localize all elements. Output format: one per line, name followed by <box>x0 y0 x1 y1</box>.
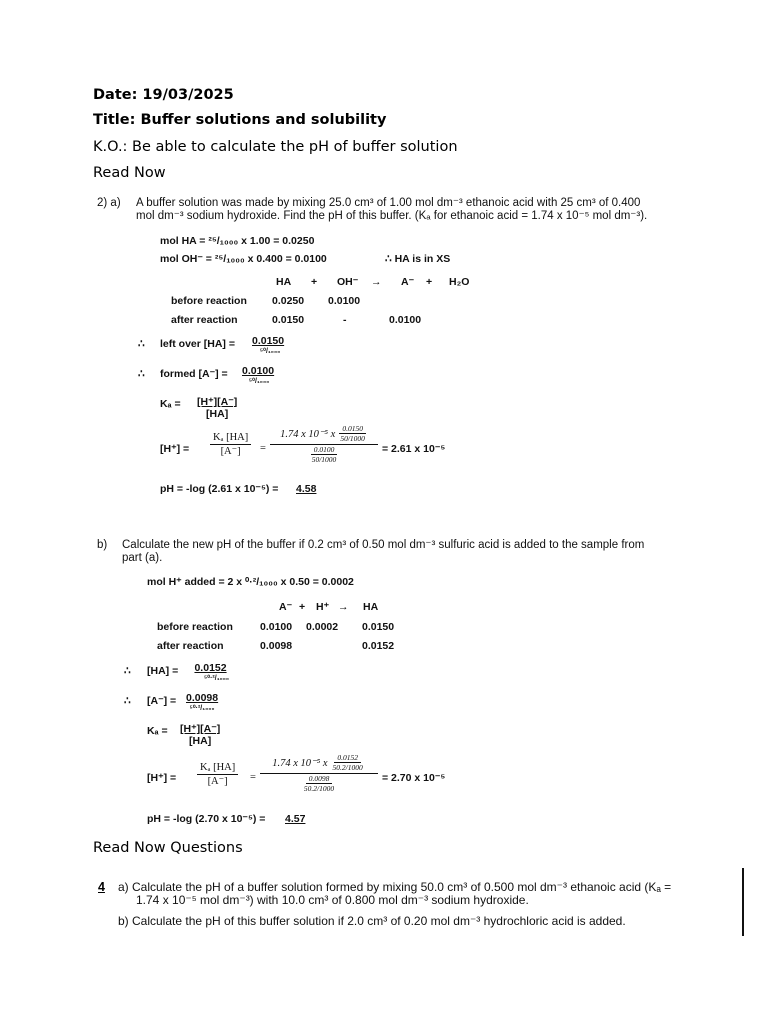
b-a-label: [A⁻] = <box>147 695 177 707</box>
part-b-question-line2: part (a). <box>122 552 163 564</box>
b-after-a-minus: 0.0098 <box>260 640 293 652</box>
b-h-big-fraction <box>260 753 378 793</box>
mol-ha-line: mol HA = ²⁵/₁₀₀₀ x 1.00 = 0.0250 <box>160 235 315 247</box>
b-before-a-minus: 0.0100 <box>260 621 293 633</box>
b-h-result: = 2.70 x 10⁻⁵ <box>382 772 446 784</box>
eq-a-plus1: + <box>311 276 318 288</box>
h-conc-label: [H⁺] = <box>160 443 190 455</box>
leftover-ha-numerator: 0.0150 <box>252 335 285 347</box>
mol-oh-line: mol OH⁻ = ²⁵/₁₀₀₀ x 0.400 = 0.0100 <box>160 253 327 265</box>
h-fraction-denominator: [A⁻] <box>220 446 241 457</box>
b-ph-calculation: pH = -log (2.70 x 10⁻⁵) = <box>147 813 266 825</box>
eq-a-arrow: → <box>371 276 382 288</box>
b-a-numerator: 0.0098 <box>186 692 219 704</box>
b-h-conc-label: [H⁺] = <box>147 772 177 784</box>
b-ha-denominator: ⁵⁰·²/₁₀₀₀ <box>204 675 230 682</box>
eq-a-oh: OH⁻ <box>337 276 359 288</box>
b-before-h-plus: 0.0002 <box>306 621 339 633</box>
part-a-question-line1: A buffer solution was made by mixing 25.0 cm³ of 1.00 mol dm⁻³ ethanoic acid with 25 cm³ of 0.400 <box>136 197 641 209</box>
b-big-den-small-denominator: 50.2/1000 <box>303 784 335 793</box>
part-a-question-line2: mol dm⁻³ sodium hydroxide. Find the pH of this buffer. (Kₐ for ethanoic acid = 1.74 x 10⁻⁵ mol dm⁻³). <box>136 210 648 222</box>
ph-result: 4.58 <box>296 483 317 495</box>
read-now-heading: Read Now <box>93 165 166 181</box>
read-now-questions-heading: Read Now Questions <box>93 840 243 856</box>
b-ha-fraction <box>192 662 229 682</box>
part-b-label: b) <box>97 539 108 551</box>
b-ka-label: Kₐ = <box>147 725 168 737</box>
question-4b-line: b) Calculate the pH of this buffer solution if 2.0 cm³ of 0.20 mol dm⁻³ hydrochloric acid is added. <box>118 914 626 928</box>
therefore-symbol: ∴ <box>138 368 145 380</box>
eq-a-plus2: + <box>426 276 433 288</box>
b-big-num-small-numerator: 0.0152 <box>334 753 361 763</box>
b-big-den-small-numerator: 0.0098 <box>306 774 333 784</box>
mol-h-added-line: mol H⁺ added = 2 x ⁰·²/₁₀₀₀ x 0.50 = 0.0002 <box>147 576 354 588</box>
equals-sign: = <box>260 443 266 454</box>
ka-fraction <box>197 396 237 420</box>
big-num-small-numerator: 0.0150 <box>339 424 366 434</box>
equals-sign: = <box>250 772 256 783</box>
leftover-ha-fraction <box>252 335 284 355</box>
therefore-symbol: ∴ <box>124 665 131 677</box>
after-ha: 0.0150 <box>272 314 305 326</box>
b-ka-fraction <box>180 723 220 747</box>
ka-denominator: [HA] <box>206 408 229 420</box>
formed-a-fraction <box>242 365 274 385</box>
part-b-question-line1: Calculate the new pH of the buffer if 0.2 cm³ of 0.50 mol dm⁻³ sulfuric acid is added to the sample from <box>122 539 645 551</box>
formed-a-label: formed [A⁻] = <box>160 368 228 380</box>
eq-a-water: H₂O <box>449 276 470 288</box>
ka-numerator: [H⁺][A⁻] <box>197 396 238 408</box>
b-before-ha: 0.0150 <box>362 621 395 633</box>
b-a-fraction <box>186 692 218 712</box>
eq-b-plus: + <box>299 601 306 613</box>
b-after-ha: 0.0152 <box>362 640 395 652</box>
before-oh: 0.0100 <box>328 295 361 307</box>
eq-b-ha: HA <box>363 601 379 613</box>
h-fraction <box>210 431 251 458</box>
part-a-label: 2) a) <box>97 197 121 209</box>
b-h-fraction <box>197 761 238 788</box>
before-ha: 0.0250 <box>272 295 305 307</box>
h-fraction-numerator: Kₐ [HA] <box>210 431 251 445</box>
after-a-minus: 0.0100 <box>389 314 422 326</box>
eq-b-a-minus: A⁻ <box>279 601 293 613</box>
b-big-num-small-denominator: 50.2/1000 <box>332 763 363 772</box>
ph-calculation: pH = -log (2.61 x 10⁻⁵) = <box>160 483 279 495</box>
b-h-fraction-denominator: [A⁻] <box>207 776 228 787</box>
margin-bar <box>742 868 744 936</box>
b-ha-numerator: 0.0152 <box>194 662 227 674</box>
ha-excess-note: ∴ HA is in XS <box>385 253 451 265</box>
b-ph-result: 4.57 <box>285 813 306 825</box>
b-ka-denominator: [HA] <box>189 735 212 747</box>
question-number: 4 <box>98 880 105 894</box>
question-4a-line2: 1.74 x 10⁻⁵ mol dm⁻³) with 10.0 cm³ of 0.800 mol dm⁻³ sodium hydroxide. <box>136 893 529 907</box>
big-den-small-numerator: 0.0100 <box>311 445 338 455</box>
formed-a-numerator: 0.0100 <box>242 365 275 377</box>
h-result: = 2.61 x 10⁻⁵ <box>382 443 446 455</box>
big-num-small-denominator: 50/1000 <box>340 434 365 443</box>
b-a-denominator: ⁵⁰·²/₁₀₀₀ <box>189 705 215 712</box>
b-ha-label: [HA] = <box>147 665 179 677</box>
b-big-num-coefficient: 1.74 x 10⁻⁵ x <box>272 757 328 769</box>
eq-a-a-minus: A⁻ <box>401 276 415 288</box>
b-after-reaction-label: after reaction <box>157 640 224 652</box>
eq-a-ha: HA <box>276 276 292 288</box>
after-reaction-label: after reaction <box>171 314 238 326</box>
b-ka-numerator: [H⁺][A⁻] <box>180 723 221 735</box>
page-title: Title: Buffer solutions and solubility <box>93 112 387 128</box>
date-line: Date: 19/03/2025 <box>93 87 234 103</box>
before-reaction-label: before reaction <box>171 295 247 307</box>
big-den-small-denominator: 50/1000 <box>311 455 337 464</box>
ka-label: Kₐ = <box>160 398 181 410</box>
therefore-symbol: ∴ <box>124 695 131 707</box>
question-4a-line1: a) Calculate the pH of a buffer solution formed by mixing 50.0 cm³ of 0.500 mol dm⁻³ ethanoic acid (Kₐ = <box>118 880 672 894</box>
h-big-fraction <box>270 424 378 464</box>
leftover-ha-denominator: ⁵⁰/₁₀₀₀ <box>259 348 281 355</box>
after-oh: - <box>343 314 347 326</box>
eq-b-arrow: → <box>338 601 349 613</box>
eq-b-h-plus: H⁺ <box>316 601 330 613</box>
leftover-ha-label: left over [HA] = <box>160 338 235 350</box>
therefore-symbol: ∴ <box>138 338 145 350</box>
b-h-fraction-numerator: Kₐ [HA] <box>197 761 238 775</box>
b-before-reaction-label: before reaction <box>157 621 233 633</box>
big-num-coefficient: 1.74 x 10⁻⁵ x <box>280 428 336 440</box>
key-objective: K.O.: Be able to calculate the pH of buffer solution <box>93 139 458 155</box>
formed-a-denominator: ⁵⁰/₁₀₀₀ <box>248 378 270 385</box>
